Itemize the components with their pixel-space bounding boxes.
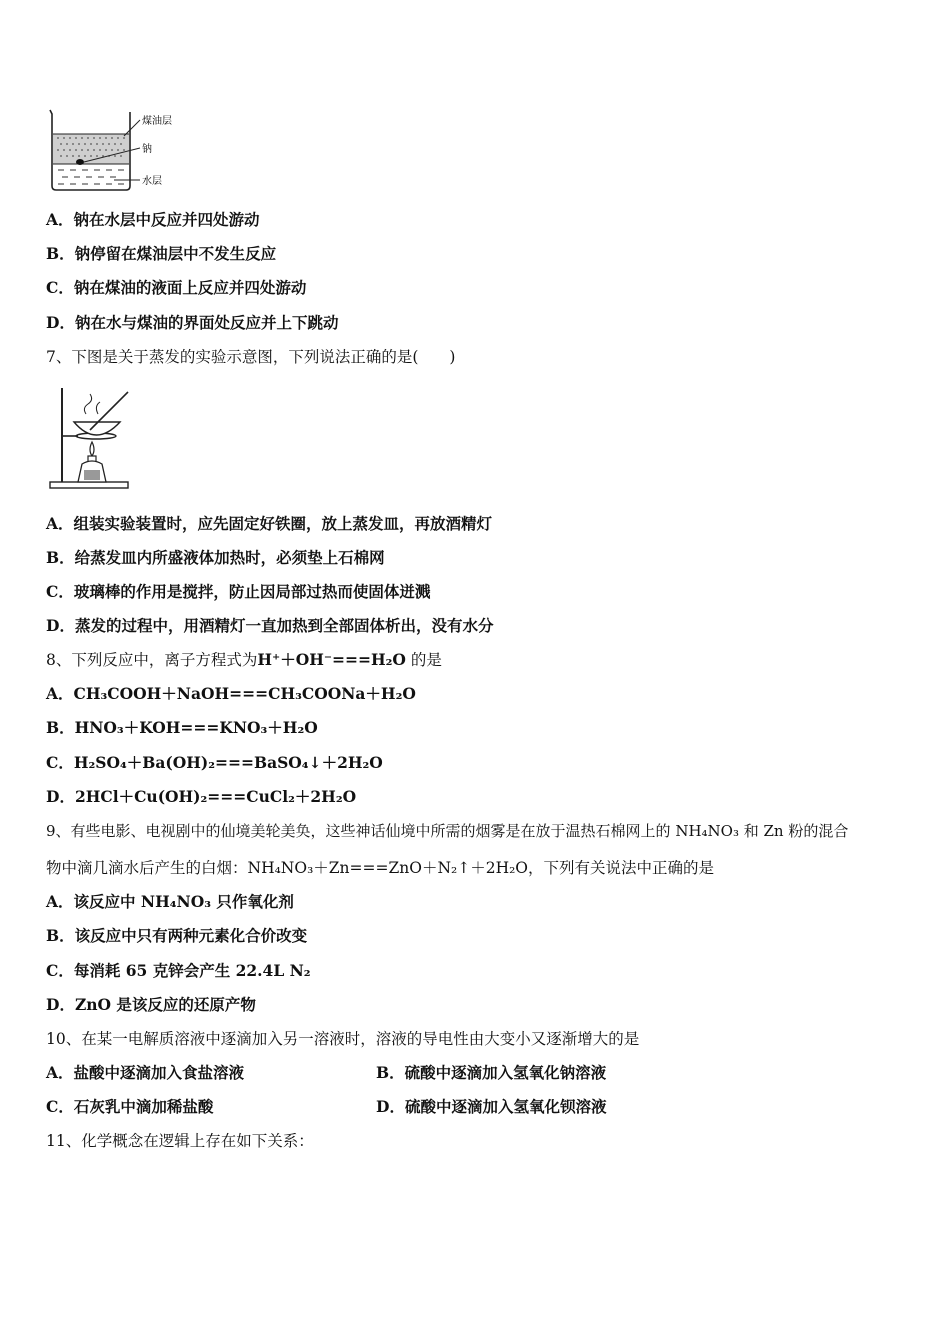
label-sodium: 钠 [142, 144, 152, 155]
q8-stem-equation: H⁺＋OH⁻===H₂O [257, 650, 406, 669]
q7-option-c: C．玻璃棒的作用是搅拌，防止因局部过热而使固体迸溅 [46, 582, 431, 601]
q7-option-b: B．给蒸发皿内所盛液体加热时，必须垫上石棉网 [46, 548, 385, 567]
q7-option-a: A．组装实验装置时，应先固定好铁圈，放上蒸发皿，再放酒精灯 [46, 514, 493, 533]
q8-option-a: A．CH₃COOH＋NaOH===CH₃COONa＋H₂O [46, 684, 416, 703]
evaporation-apparatus-diagram [48, 384, 132, 494]
q9-option-c: C．每消耗 65 克锌会产生 22.4L N₂ [46, 961, 311, 980]
label-water: 水层 [142, 176, 162, 187]
q6-option-b: B．钠停留在煤油层中不发生反应 [46, 244, 277, 263]
q10-option-b: B．硫酸中逐滴加入氢氧化钠溶液 [376, 1063, 607, 1082]
beaker-diagram [44, 106, 184, 194]
q8-stem [46, 650, 442, 670]
q8-option-b: B．HNO₃＋KOH===KNO₃＋H₂O [46, 718, 318, 737]
q8-stem-pre: 8、下列反应中，离子方程式为 [46, 651, 258, 669]
q8-stem-post: 的是 [410, 651, 442, 669]
q10-option-a: A．盐酸中逐滴加入食盐溶液 [46, 1063, 245, 1082]
q6-option-a: A．钠在水层中反应并四处游动 [46, 210, 260, 229]
q10-stem: 10、在某一电解质溶液中逐滴加入另一溶液时，溶液的导电性由大变小又逐渐增大的是 [46, 1030, 640, 1048]
evaporation-figure [48, 384, 132, 494]
label-kerosene: 煤油层 [142, 116, 172, 127]
q7-stem: 7、下图是关于蒸发的实验示意图，下列说法正确的是( ) [46, 348, 456, 366]
q10-option-d: D．硫酸中逐滴加入氢氧化钡溶液 [376, 1097, 607, 1116]
q9-option-b: B．该反应中只有两种元素化合价改变 [46, 926, 308, 945]
q6-option-d: D．钠在水与煤油的界面处反应并上下跳动 [46, 313, 339, 332]
q6-option-c: C．钠在煤油的液面上反应并四处游动 [46, 278, 307, 297]
q7-option-d: D．蒸发的过程中，用酒精灯一直加热到全部固体析出，没有水分 [46, 616, 494, 635]
q9-stem-line1: 9、有些电影、电视剧中的仙境美轮美奂，这些神话仙境中所需的烟雾是在放于温热石棉网上的 NH₄NO₃ 和 Zn 粉的混合 [46, 822, 849, 840]
q10-option-c: C．石灰乳中滴加稀盐酸 [46, 1097, 214, 1116]
q9-option-a: A．该反应中 NH₄NO₃ 只作氧化剂 [46, 892, 294, 911]
q9-option-d: D．ZnO 是该反应的还原产物 [46, 995, 256, 1014]
beaker-figure [44, 106, 184, 194]
q8-option-d: D．2HCl＋Cu(OH)₂===CuCl₂＋2H₂O [46, 787, 357, 806]
q9-stem-line2: 物中滴几滴水后产生的白烟：NH₄NO₃＋Zn===ZnO＋N₂↑＋2H₂O，下列有关说法中正确的是 [46, 859, 715, 877]
q11-stem: 11、化学概念在逻辑上存在如下关系： [46, 1132, 314, 1150]
q8-option-c: C．H₂SO₄＋Ba(OH)₂===BaSO₄↓＋2H₂O [46, 753, 383, 772]
